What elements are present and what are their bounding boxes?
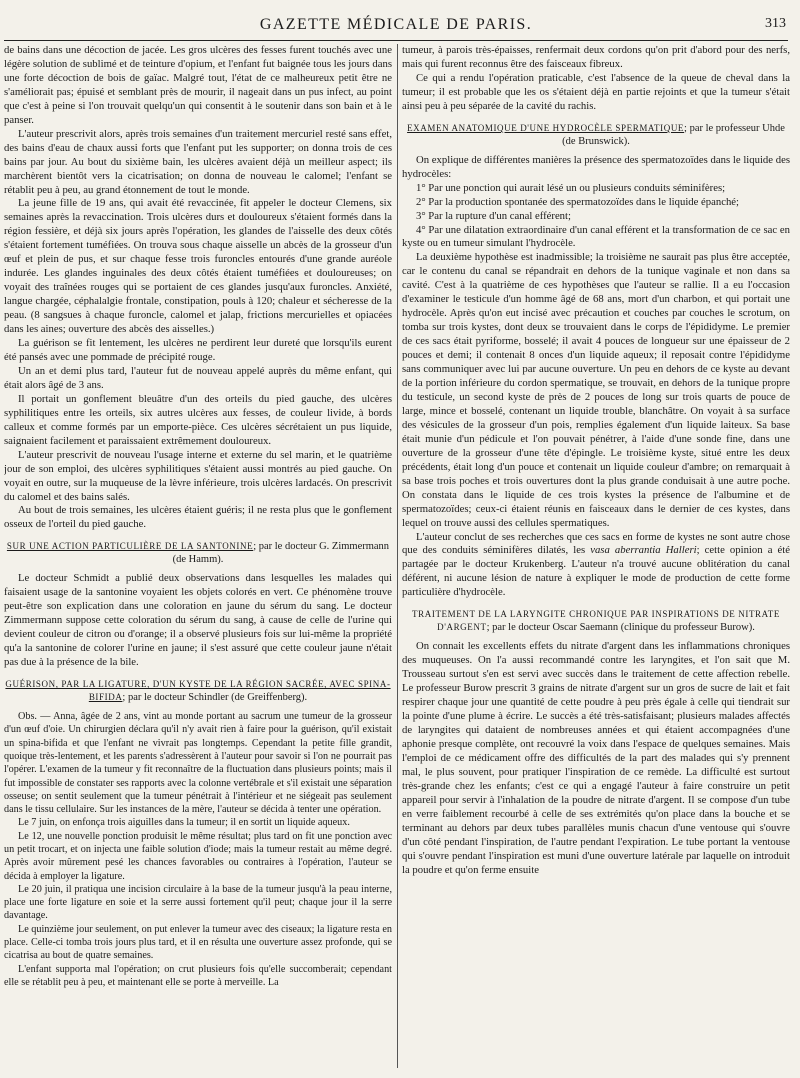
text-run: ; cette opinion a été partagée par le docteur Krukenberg. L'auteur n'a trouvé aucune oblitération du canal déférent, ni aucune lésion de nature à expliquer le mode de production de cette forme particulière d'hydrocèle. (402, 544, 790, 599)
paragraph: Le docteur Schmidt a publié deux observations dans lesquelles les malades qui faisaient usage de la santonine voyaient les objets colorés en vert. Ce phénomène trouve peut-être son explication dans une coloration en jaune du sérum du sang. Le docteur Zimmermann suppose cette coloration du sérum du sang, à cause de celle de l'urine qui devient couleur de citron ou d'orange; il a observé plusieurs fois sur lui-même la propriété qu'a la santonine de colorer l'urine en jaune; il s'est assuré que cette couleur jaune n'était pas due à la présence de la bile. (4, 572, 392, 669)
paragraph: Le 12, une nouvelle ponction produisit le même résultat; plus tard on fit une ponction avec un petit trocart, et on injecta une faible solution d'iode; mais la tumeur restait au même degré. Après avoir mûrement pesé les chances favorables ou contraires à l'opération, l'auteur se décida à employer la ligature. (4, 830, 392, 882)
heading-author: ; par le docteur G. Zimmermann (de Hamm). (172, 541, 390, 566)
left-column (4, 44, 392, 1068)
article-heading-santonine (4, 540, 392, 566)
paragraph: L'enfant supporta mal l'opération; on crut plusieurs fois qu'elle succomberait; cependant elle se rétablit peu à peu, et maintenant elle se porte à merveille. La (4, 963, 392, 988)
column-divider (397, 44, 398, 1068)
paragraph: L'auteur prescrivit alors, après trois semaines d'un traitement mercuriel resté sans effet, des bains d'eau de chaux aussi forts que l'enfant put les supporter; on donna trois de ces bains par jour. Au bout du sixième bain, les ulcères avaient déjà un meilleur aspect; ils marchèrent bientôt vers la cicatrisation; on donna de nouveau le calomel; l'enfant se rétablit peu à peu, au grand étonnement de tout le monde. (4, 127, 392, 196)
paragraph: Au bout de trois semaines, les ulcères étaient guéris; il ne resta plus que le gonflement osseux de l'orteil du pied gauche. (4, 504, 392, 531)
paragraph: de bains dans une décoction de jacée. Les gros ulcères des fesses furent touchés avec une légère solution de sublimé et de teinture d'opium, et l'enfant fut baignée tous les jours dans une forte décoction de bois de gaïac. Malgré tout, l'état de ce malheureux petit être ne s'améliorait pas; épuisé et semblant près de mourir, il nageait dans un pus infect, au point que c'est à peine si l'on trouvait quelqu'un qui consentit à le soutenir dans son bain et à le panser. (4, 44, 392, 126)
heading-author: ; par le docteur Schindler (de Greiffenberg). (122, 692, 308, 704)
paragraph: Un an et demi plus tard, l'auteur fut de nouveau appelé auprès du même enfant, qui était alors âgé de 3 ans. (4, 364, 392, 391)
list-item: 3° Par la rupture d'un canal efférent; (416, 209, 571, 222)
article-heading-kyste (4, 678, 392, 704)
paragraph: Il portait un gonflement bleuâtre d'un des orteils du pied gauche, des ulcères syphilitiques entre les orteils, six autres ulcères aux fesses, de couleur livide, à bords calleux et comme formés par un emporte-pièce. Ces ulcères sécrétaient un pus liquide, saignaient facilement et paraissaient extrêmement douloureux. (4, 392, 392, 447)
heading-title: TRAITEMENT DE LA LARYNGITE CHRONIQUE PAR INSPIRATIONS DE NITRATE D'ARGENT (412, 609, 780, 633)
paragraph: La jeune fille de 19 ans, qui avait été revaccinée, fit appeler le docteur Clemens, six semaines après la revaccination. Trois ulcères durs et douloureux s'étaient formés dans la région fessière, et déjà six jours après l'opération, les glandes de l'aisselle des deux côtés s'étaient fortement tuméfiées. On trouva sous chaque aisselle un abcès de la grosseur d'un œuf et plein de pus, et sur chaque fesse trois furoncles entourés d'une grande auréole indurée. Les glandes inguinales des deux côtés étaient tuméfiées et douloureuses; on voyait des traînées rouges qui se portaient de ces glandes jusqu'aux furoncles. Anxiété, langue chargée, céphalalgie frontale, constipation, pouls à 120; chaleur et sécheresse de la peau. (8 sangsues à chaque furoncle, calomel et jalap, frictions mercurielles et opiacées dans les aines; ouverture des abcès des aisselles.) (4, 197, 392, 336)
heading-author: ; par le docteur Oscar Saemann (clinique du professeur Burow). (486, 622, 755, 634)
heading-title: SUR UNE ACTION PARTICULIÈRE DE LA SANTONINE (6, 541, 254, 552)
observation-paragraph (4, 710, 392, 816)
text-run: L'auteur conclut de ses recherches que ces sacs en forme de kystes ne sont autre chose que des conduits séminifères dilatés, les (402, 530, 790, 557)
latin-term: vasa aberrantia Halleri (590, 544, 697, 557)
page-number: 313 (765, 16, 786, 31)
page-header (4, 10, 788, 41)
paragraph: On connait les excellents effets du nitrate d'argent dans les inflammations chroniques des muqueuses. On l'a aussi recommandé contre les laryngites, et l'on sait que M. Trousseau surtout s'en est servi avec succès dans le traitement de cette affection rebelle. Le professeur Burow prescrit 3 grains de nitrate d'argent sur un gros de sucre de lait et fait respirer chaque jour une quantité de cette poudre à peu près égale à celle qui tiendrait sur la pointe d'une plume à écrire. Le succès a été très-satisfaisant; plusieurs malades affectés de laryngites qui dataient de nombreuses années et qui étaient accompagnées d'une aphonie presque complète, ont recouvré la voix dans l'espace de quelques semaines. Mais l'emploi de ce médicament offre des difficultés de la part des malades qui s'y prennent mal, le plus souvent, pour pratiquer l'inspiration de ce remède. La difficulté est surtout très-grande chez les enfants; c'est ce qui a engagé l'auteur à faire construire un petit appareil pour servir à l'inhalation de la poudre de nitrate d'argent. Il se compose d'un tube en verre faiblement recourbé à celle de ses extrémités qu'on place dans la bouche et se terminant au dehors par deux tubes parallèles munis chacun d'une ventouse qui s'ouvre d'un côté pendant l'inspiration, de l'autre pendant l'expiration. Le tube portant la ventouse qui s'ouvre pendant l'inspiration est muni d'une ouverture latérale par laquelle on introduit la poudre et qu'on ferme ensuite (402, 640, 790, 876)
article-heading-hydrocele (402, 122, 790, 148)
obs-label: Obs. — (18, 711, 54, 723)
heading-title: EXAMEN ANATOMIQUE D'UNE HYDROCÈLE SPERMATIQUE (407, 122, 685, 133)
obs-text: Anna, âgée de 2 ans, vint au monde portant au sacrum une tumeur de la grosseur d'un œuf d'oie. Un chirurgien déclara qu'il n'y avait rien à faire pour la guérison, qu'il existait un spina-bifida et que l'enfant ne vivrait pas longtemps. Cependant la petite fille grandit, quoique très-lentement, et les parents s'adressèrent à l'auteur pour savoir si l'on ne pourrait pas l'opérer. L'examen de la tumeur y fit reconnaître de la fluctuation dans plusieurs points; mais il fut impossible de constater ses rapports avec la colonne vertébrale et s'il existait une séparation osseuse; on sentit seulement que la tumeur pénétrait à l'intérieur et ne siégeait pas seulement dans le tissu cellulaire. Sur les instances de la mère, l'auteur se décida à tenter une opération. (4, 711, 392, 816)
heading-author: ; par le professeur Uhde (de Brunswick). (562, 122, 785, 147)
paragraph: Le quinzième jour seulement, on put enlever la tumeur avec des ciseaux; la ligature resta en place. Celle-ci tomba trois jours plus tard, et il en résulta une ouverture assez profonde, qui se cicatrisa au bout de quatre semaines. (4, 923, 392, 962)
article-heading-laryngite (402, 608, 790, 634)
paragraph (402, 531, 790, 601)
paragraph: tumeur, à parois très-épaisses, renfermait deux cordons qu'on prit d'abord pour des nerfs, mais qui furent reconnus être des faisceaux fibreux. (402, 44, 790, 70)
paragraph: Le 7 juin, on enfonça trois aiguilles dans la tumeur; il en sortit un liquide aqueux. (18, 817, 350, 829)
paragraph: La deuxième hypothèse est inadmissible; la troisième ne saurait pas plus être acceptée, car le contenu du canal se répandrait en dehors de la tunique vaginale et non dans sa cavité. C'est à la quatrième de ces hypothèses que l'auteur se rallie. Il a eu l'occasion d'examiner le testicule d'un homme âgé de 68 ans, mort d'un charbon, et qui portait une hydrocèle. Après qu'on eut incisé avec précaution et couches par couches le scrotum, on tomba sur trois kystes, dont deux se trouvaient dans le corps de l'épididyme. Le premier de ces sacs était pyriforme, bosselé; il avait 4 pouces de longueur sur une épaisseur de 2 pouces et demi; il contenait 8 onces d'un liquide aqueux; il reposait contre l'épididyme sans communiquer avec lui par aucune ouverture. Un peu en dehors de ce kyste au devant de la portion inférieure du cordon spermatique, se trouvait, en dehors de la tunique propre du testicule, un second kyste de près de 2 pouces de long sur trois quarts de pouce de large, mince et bosselé, contenant un liquide trouble, blanchâtre. On voyait à sa surface des vésicules de la grosseur d'un pois, remplies également d'un liquide laiteux. Sa base était munie d'un pédicule et l'on pouvait pénétrer, à l'aide d'une sonde fine, dans une ouverture de la grosseur d'une tête d'épingle. Le troisième kyste, situé entre les deux précédents, était long d'un pouce et contenait un liquide couleur d'ambre; on remarquait à sa base trois poches et trois ouvertures dont la plus grande conduisait à une autre poche. On constata dans le liquide de ces trois kystes la présence de l'albumine et de spermatozoïdes; ceux-ci étaient réunis en faisceaux dans le dernier de ces kystes, dans lequel on trouve aussi des cellules spermatiques. (402, 251, 790, 529)
list-item: 1° Par une ponction qui aurait lésé un ou plusieurs conduits séminifères; (416, 181, 726, 194)
paragraph: La guérison se fit lentement, les ulcères ne perdirent leur dureté que lorsqu'ils eurent été pansés avec une pommade de précipité rouge. (4, 337, 392, 363)
paragraph: L'auteur prescrivit de nouveau l'usage interne et externe du sel marin, et le quatrième jour de son emploi, des ulcères syphilitiques s'étaient aussi montrés au pied gauche. On voyait en outre, sur la muqueuse de la lèvre inférieure, trois ulcères lardacés. On prescrivit du calomel et des bains salés. (4, 448, 392, 503)
paragraph: On explique de différentes manières la présence des spermatozoïdes dans le liquide des hydrocèles: (402, 153, 790, 180)
heading-title: GUÉRISON, PAR LA LIGATURE, D'UN KYSTE DE LA RÉGION SACRÉE, AVEC SPINA-BIFIDA (5, 679, 391, 703)
right-column (402, 44, 790, 1068)
journal-title: GAZETTE MÉDICALE DE PARIS. (259, 16, 533, 33)
paragraph: Le 20 juin, il pratiqua une incision circulaire à la base de la tumeur jusqu'à la peau interne, place une forte ligature en soie et la serre aussi fortement qu'il peut; chaque jour il la serre davantage. (4, 883, 392, 922)
list-item: 4° Par une dilatation extraordinaire d'un canal efférent et la transformation de ce sac en kyste ou en tumeur simulant l'hydrocèle. (402, 223, 790, 250)
paragraph: Ce qui a rendu l'opération praticable, c'est l'absence de la queue de cheval dans la tumeur; il est probable que les os s'étaient déjà en partie rejoints et que la tumeur s'était ainsi peu à peu séparée de la cavité du rachis. (402, 71, 790, 112)
list-item: 2° Par la production spontanée des spermatozoïdes dans le liquide épanché; (416, 195, 740, 208)
